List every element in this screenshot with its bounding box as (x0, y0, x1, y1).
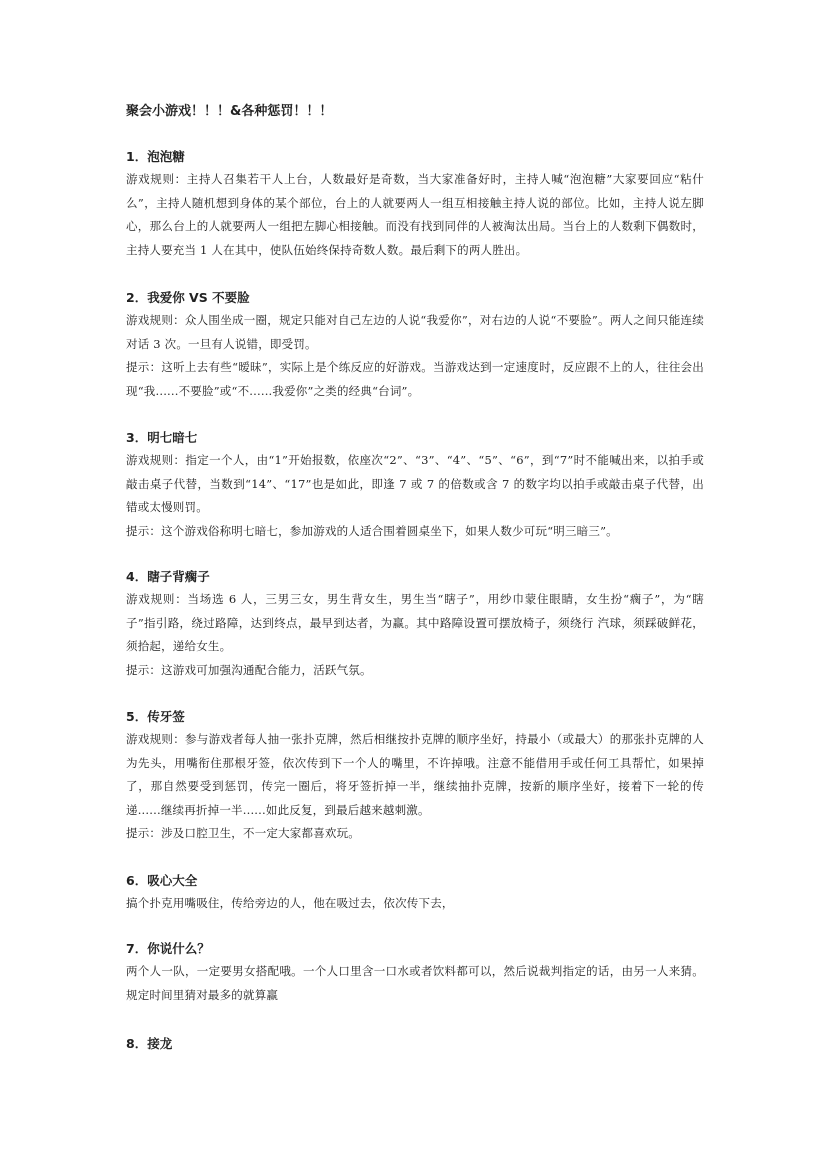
tip-paragraph: 提示：这听上去有些“暧昧”，实际上是个练反应的好游戏。当游戏达到一定速度时，反应跟不上的人，往往会出现“我......不要脸”或“不......我爱你”之类的经典“台词”。 (126, 360, 704, 398)
rule-paragraph: 游戏规则：众人围坐成一圈，规定只能对自己左边的人说“我爱你”，对右边的人说“不要脸”。两人之间只能连续对话 3 次。一旦有人说错，即受罚。 (126, 313, 704, 351)
rule-paragraph: 游戏规则：指定一个人，由“1”开始报数，依座次“2”、“3”、“4”、“5”、“6”，到“7”时不能喊出来，以拍手或敲击桌子代替，当数到“14”、“17”也是如此，即逢 7 或 7 的倍数或含 7 的数字均以拍手或敲击桌子代替，出错或太慢则罚。 (126, 453, 704, 514)
section-heading: 3．明七暗七 (126, 430, 198, 445)
section-i-love-you (126, 286, 704, 403)
section-heading: 1．泡泡糖 (126, 149, 185, 164)
rule-paragraph: 游戏规则：当场选 6 人，三男三女，男生背女生，男生当“瞎子”，用纱巾蒙住眼睛，女生扮“瘸子”，为“瞎子”指引路，绕过路障，达到终点，最早到达者，为赢。其中路障设置可摆放椅子，须绕行 汽球，须踩破鲜花，须拾起，递给女生。 (126, 592, 704, 653)
rule-paragraph: 游戏规则：主持人召集若干人上台，人数最好是奇数，当大家准备好时，主持人喊“泡泡糖”大家要回应“粘什么”，主持人随机想到身体的某个部位，台上的人就要两人一组互相接触主持人说的部位。比如，主持人说左脚心，那么台上的人就要两人一组把左脚心相接触。而没有找到同伴的人被淘汰出局。当台上的人数剩下偶数时，主持人要充当 1 人在其中，使队伍始终保持奇数人数。最后剩下的两人胜出。 (126, 172, 704, 257)
section-heading: 5．传牙签 (126, 709, 185, 724)
section-toothpick (126, 705, 704, 846)
section-heading: 7．你说什么？ (126, 941, 210, 956)
rule-paragraph: 游戏规则：参与游戏者每人抽一张扑克牌，然后相继按扑克牌的顺序坐好，持最小（或最大）的那张扑克牌的人为先头，用嘴衔住那根牙签，依次传到下一个人的嘴里，不许掉哦。注意不能借用手或任何工具帮忙，如果掉了，那自然要受到惩罚，传完一圈后，将牙签折掉一半，继续抽扑克牌，按新的顺序坐好，接着下一轮的传递......继续再折掉一半......如此反复，到最后越来越刺激。 (126, 732, 704, 817)
section-suction (126, 869, 704, 916)
section-seven (126, 426, 704, 543)
section-heading: 6．吸心大全 (126, 873, 198, 888)
tip-paragraph: 提示：这个游戏俗称明七暗七，参加游戏的人适合围着圆桌坐下，如果人数少可玩“明三暗三”。 (126, 523, 618, 538)
section-heading: 8．接龙 (126, 1036, 173, 1051)
document-title: 聚会小游戏！！！&各种惩罚！！！ (126, 104, 333, 119)
rule-paragraph: 搞个扑克用嘴吸住，传给旁边的人，他在吸过去，依次传下去， (126, 896, 454, 910)
section-heading: 2．我爱你 VS 不要脸 (126, 290, 250, 305)
section-blind-carry (126, 565, 704, 682)
section-heading: 4．瞎子背瘸子 (126, 569, 210, 584)
section-solitaire (126, 1032, 704, 1055)
rule-paragraph: 两个人一队，一定要男女搭配哦。一个人口里含一口水或者饮料都可以，然后说裁判指定的话，由另一人来猜。规定时间里猜对最多的就算赢 (126, 964, 704, 1002)
tip-paragraph: 提示：涉及口腔卫生，不一定大家都喜欢玩。 (126, 826, 360, 840)
section-bubble-gum (126, 145, 704, 262)
tip-paragraph: 提示：这游戏可加强沟通配合能力，活跃气氛。 (126, 662, 372, 677)
section-what-did-you-say (126, 937, 704, 1007)
